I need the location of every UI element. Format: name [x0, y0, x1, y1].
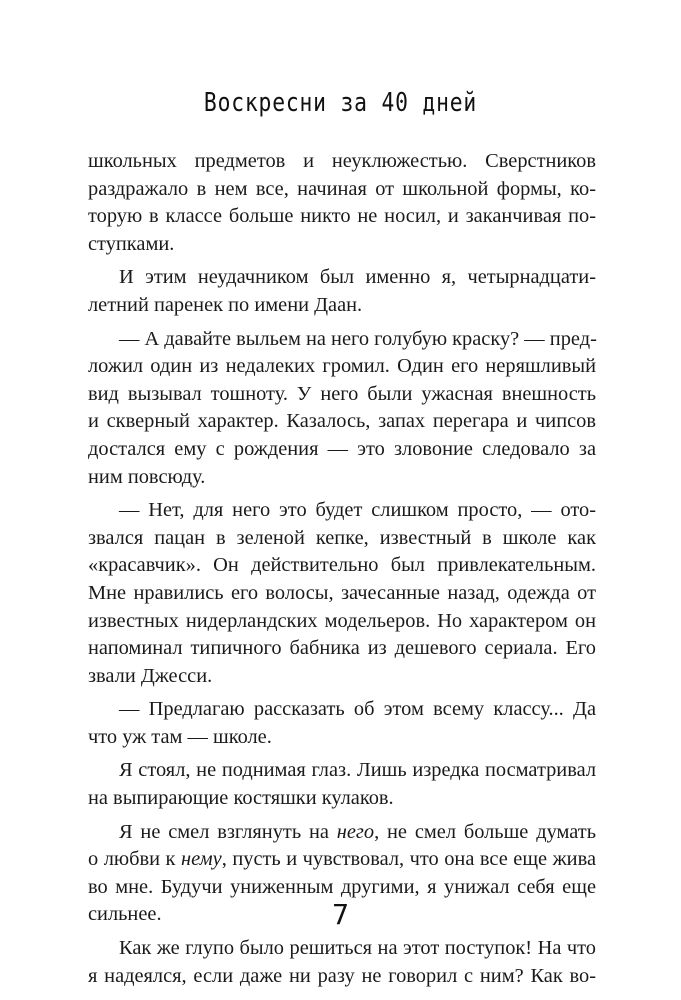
emphasis-text: него	[336, 820, 375, 843]
text-line: И этим неудачником был именно я, четырнадцати-	[119, 266, 596, 289]
text-line: — А давайте выльем на него голубую краску? — пред-	[119, 327, 597, 350]
emphasis-text: нему	[180, 848, 222, 871]
text-line: сильнее.	[88, 903, 162, 926]
text-line: школьных предметов и неуклюжестью. Сверстников	[88, 150, 596, 172]
text-line: я надеялся, если даже ни разу не говорил с ним? Как во-	[88, 964, 596, 987]
text-line: — Нет, для него это будет слишком просто, — ото-	[119, 499, 596, 522]
body-text	[88, 148, 596, 990]
text-line: Я стоял, не поднимая глаз. Лишь изредка посматривал	[119, 759, 596, 782]
running-head-title: Воскресни за 40 дней	[203, 88, 478, 118]
text-line: — Предлагаю рассказать об этом всему классу... Да	[119, 698, 596, 721]
page-number: 7	[332, 898, 349, 931]
text-line: ступками.	[88, 232, 175, 255]
text-line: летний паренек по имени Даан.	[88, 293, 363, 316]
text-line: ложил один из недалеких громил. Один его неряшливый	[88, 355, 596, 378]
text-line: звался пацан в зеленой кепке, известный в школе как	[88, 526, 596, 549]
text-line: раздражало в нем все, начиная от школьной формы, ко-	[88, 177, 596, 200]
text-line: напоминал типичного бабника из дешевого сериала. Его	[88, 637, 596, 660]
text-line: и скверный характер. Казалось, запах перегара и чипсов	[88, 410, 596, 433]
text-line: Я не смел взглянуть на него, не смел больше думать	[119, 820, 596, 843]
text-line: Как же глупо было решиться на этот поступок! На что	[119, 937, 596, 960]
text-line: во мне. Будучи униженным другими, я унижал себя еще	[88, 875, 596, 898]
text-line: торую в классе больше никто не носил, и заканчивая по-	[88, 205, 596, 228]
text-line: ним повсюду.	[88, 465, 206, 488]
text-line: звали Джесси.	[88, 664, 213, 687]
text-line: что уж там — школе.	[88, 725, 272, 748]
text-line: достался ему с рождения — это зловоние следовало за	[88, 437, 596, 460]
text-line: о любви к нему, пусть и чувствовал, что она все еще жива	[88, 848, 597, 871]
text-line: Мне нравились его волосы, зачесанные назад, одежда от	[88, 581, 596, 604]
text-line: «красавчик». Он действительно был привлекательным.	[88, 554, 596, 577]
text-line: на выпирающие костяшки кулаков.	[88, 787, 394, 810]
text-line: известных нидерландских модельеров. Но характером он	[88, 609, 596, 632]
text-line: вид вызывал тошноту. У него были ужасная внешность	[88, 382, 596, 405]
